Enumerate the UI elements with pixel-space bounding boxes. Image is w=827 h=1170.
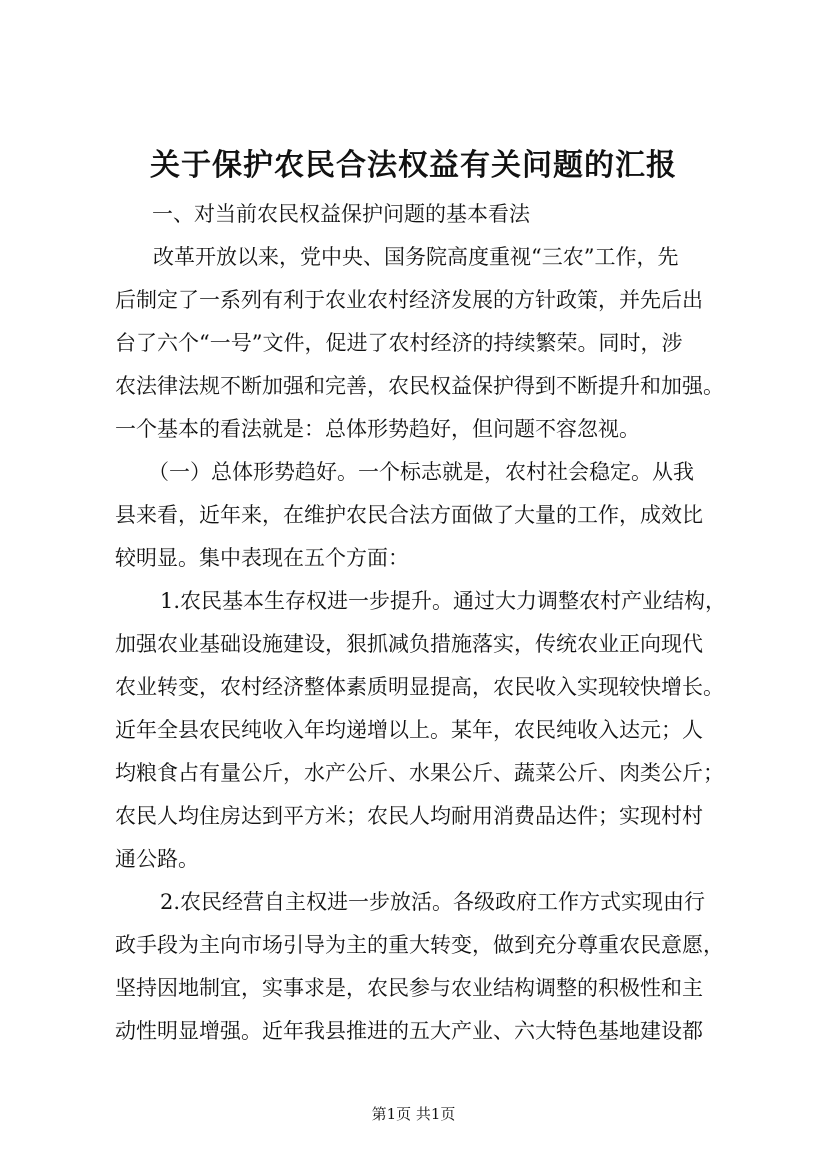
body-line: 1.农民基本生存权进一步提升。通过大力调整农村产业结构， <box>160 589 727 613</box>
body-line: 后制定了一系列有利于农业农村经济发展的方针政策，并先后出 <box>115 288 703 312</box>
body-line: 均粮食占有量公斤，水产公斤、水果公斤、蔬菜公斤、肉类公斤； <box>115 761 724 785</box>
body-line: 通公路。 <box>115 847 199 871</box>
section-heading: 一、对当前农民权益保护问题的基本看法 <box>152 202 530 226</box>
document-title: 关于保护农民合法权益有关问题的汇报 <box>150 148 677 183</box>
body-line: 近年全县农民纯收入年均递增以上。某年，农民纯收入达元；人 <box>115 718 703 742</box>
body-line: 较明显。集中表现在五个方面： <box>115 546 409 570</box>
body-line: 加强农业基础设施建设，狠抓减负措施落实，传统农业正向现代 <box>115 632 703 656</box>
body-line: 政手段为主向市场引导为主的重大转变，做到充分尊重农民意愿， <box>115 933 724 957</box>
body-line: 坚持因地制宜，实事求是，农民参与农业结构调整的积极性和主 <box>115 976 703 1000</box>
body-line: 县来看，近年来，在维护农民合法方面做了大量的工作，成效比 <box>115 503 703 527</box>
body-line: （一）总体形势趋好。一个标志就是，农村社会稳定。从我 <box>148 460 694 484</box>
body-line: 台了六个“一号”文件，促进了农村经济的持续繁荣。同时，涉 <box>115 331 683 355</box>
page-footer: 第1页 共1页 <box>371 1105 456 1123</box>
body-line: 农业转变，农村经济整体素质明显提高，农民收入实现较快增长。 <box>115 675 724 699</box>
body-line: 改革开放以来，党中央、国务院高度重视“三农”工作，先 <box>153 245 679 269</box>
body-line: 2.农民经营自主权进一步放活。各级政府工作方式实现由行 <box>160 890 706 914</box>
body-line: 农民人均住房达到平方米；农民人均耐用消费品达件；实现村村 <box>115 804 703 828</box>
body-line: 动性明显增强。近年我县推进的五大产业、六大特色基地建设都 <box>115 1019 703 1043</box>
body-line: 农法律法规不断加强和完善，农民权益保护得到不断提升和加强。 <box>115 374 724 398</box>
body-line: 一个基本的看法就是：总体形势趋好，但问题不容忽视。 <box>115 417 640 441</box>
